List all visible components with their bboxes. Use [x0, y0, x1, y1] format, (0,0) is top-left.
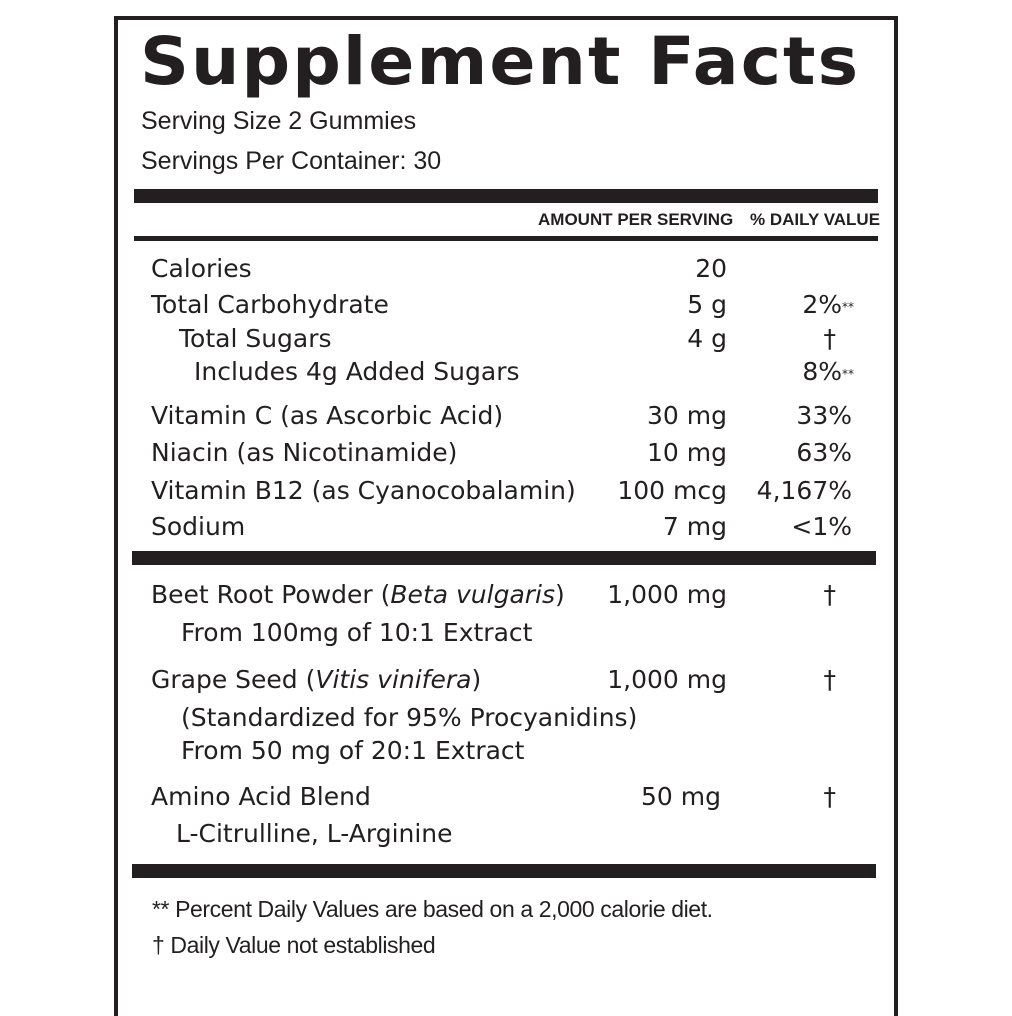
nutrient-amount: 100 mcg	[617, 476, 727, 505]
ingredient-row-grape-seed	[0, 663, 1012, 697]
serving-size: Serving Size 2 Gummies	[141, 107, 417, 135]
daily-value-header: % DAILY VALUE	[750, 210, 881, 229]
nutrient-amount: 7 mg	[662, 512, 727, 541]
nutrient-name: Vitamin B12 (as Cyanocobalamin)	[151, 476, 576, 505]
ingredient-daily-value: †	[823, 782, 836, 811]
nutrient-row-vitamin-b12	[0, 474, 1012, 508]
nutrient-row-niacin	[0, 436, 1012, 470]
ingredient-amount: 1,000 mg	[607, 665, 727, 694]
footnote-not-established: † Daily Value not established	[152, 932, 436, 958]
ingredient-detail: From 50 mg of 20:1 Extract	[181, 736, 525, 765]
thick-divider-top	[134, 189, 878, 203]
nutrient-daily-value: 4,167%	[756, 476, 852, 505]
nutrient-row-calories	[0, 252, 1012, 286]
ingredient-daily-value: †	[823, 580, 836, 609]
ingredient-detail: (Standardized for 95% Procyanidins)	[181, 703, 638, 732]
nutrient-daily-value: †	[823, 324, 836, 353]
nutrient-name: Calories	[151, 254, 252, 283]
nutrient-name: Vitamin C (as Ascorbic Acid)	[151, 401, 504, 430]
thin-divider-header	[134, 236, 878, 241]
latin-name: Beta vulgaris	[390, 580, 556, 609]
ingredient-name: Amino Acid Blend	[151, 782, 371, 811]
footnote-marker: **	[842, 367, 854, 381]
amount-per-serving-header: AMOUNT PER SERVING	[538, 210, 734, 229]
nutrient-daily-value: 33%	[796, 401, 852, 430]
nutrient-name: Sodium	[151, 512, 246, 541]
ingredient-name: Beet Root Powder (Beta vulgaris)	[151, 580, 565, 609]
ingredient-detail: L-Citrulline, L-Arginine	[176, 819, 453, 848]
nutrient-name: Niacin (as Nicotinamide)	[151, 438, 458, 467]
footnote-marker: **	[842, 300, 854, 314]
nutrient-row-vitamin-c	[0, 399, 1012, 433]
nutrient-amount: 5 g	[687, 290, 727, 319]
nutrient-name: Includes 4g Added Sugars	[194, 357, 520, 386]
nutrient-daily-value: 8%**	[802, 357, 854, 386]
nutrient-row-added-sugars	[0, 355, 1012, 389]
thick-divider-bottom	[132, 864, 876, 878]
nutrient-amount: 10 mg	[647, 438, 727, 467]
ingredient-row-amino-acid-blend	[0, 780, 1012, 814]
nutrient-daily-value: 63%	[796, 438, 852, 467]
nutrient-daily-value: 2%**	[802, 290, 854, 319]
ingredient-daily-value: †	[823, 665, 836, 694]
latin-name: Vitis vinifera	[315, 665, 472, 694]
thick-divider-middle	[132, 551, 876, 565]
nutrient-row-sodium	[0, 510, 1012, 544]
nutrient-name: Total Sugars	[179, 324, 332, 353]
nutrient-name: Total Carbohydrate	[151, 290, 389, 319]
panel-title: Supplement Facts	[140, 23, 861, 100]
ingredient-name: Grape Seed (Vitis vinifera)	[151, 665, 482, 694]
ingredient-row-beet-root	[0, 578, 1012, 612]
nutrient-daily-value: <1%	[791, 512, 852, 541]
ingredient-detail: From 100mg of 10:1 Extract	[181, 618, 533, 647]
servings-per-container: Servings Per Container: 30	[141, 147, 442, 175]
footnote-daily-values: ** Percent Daily Values are based on a 2,000 calorie diet.	[152, 896, 713, 922]
ingredient-amount: 1,000 mg	[607, 580, 727, 609]
nutrient-row-total-carbohydrate	[0, 288, 1012, 322]
ingredient-amount: 50 mg	[641, 782, 721, 811]
nutrient-row-total-sugars	[0, 322, 1012, 356]
nutrient-amount: 4 g	[687, 324, 727, 353]
nutrient-amount: 20	[695, 254, 727, 283]
nutrient-amount: 30 mg	[647, 401, 727, 430]
